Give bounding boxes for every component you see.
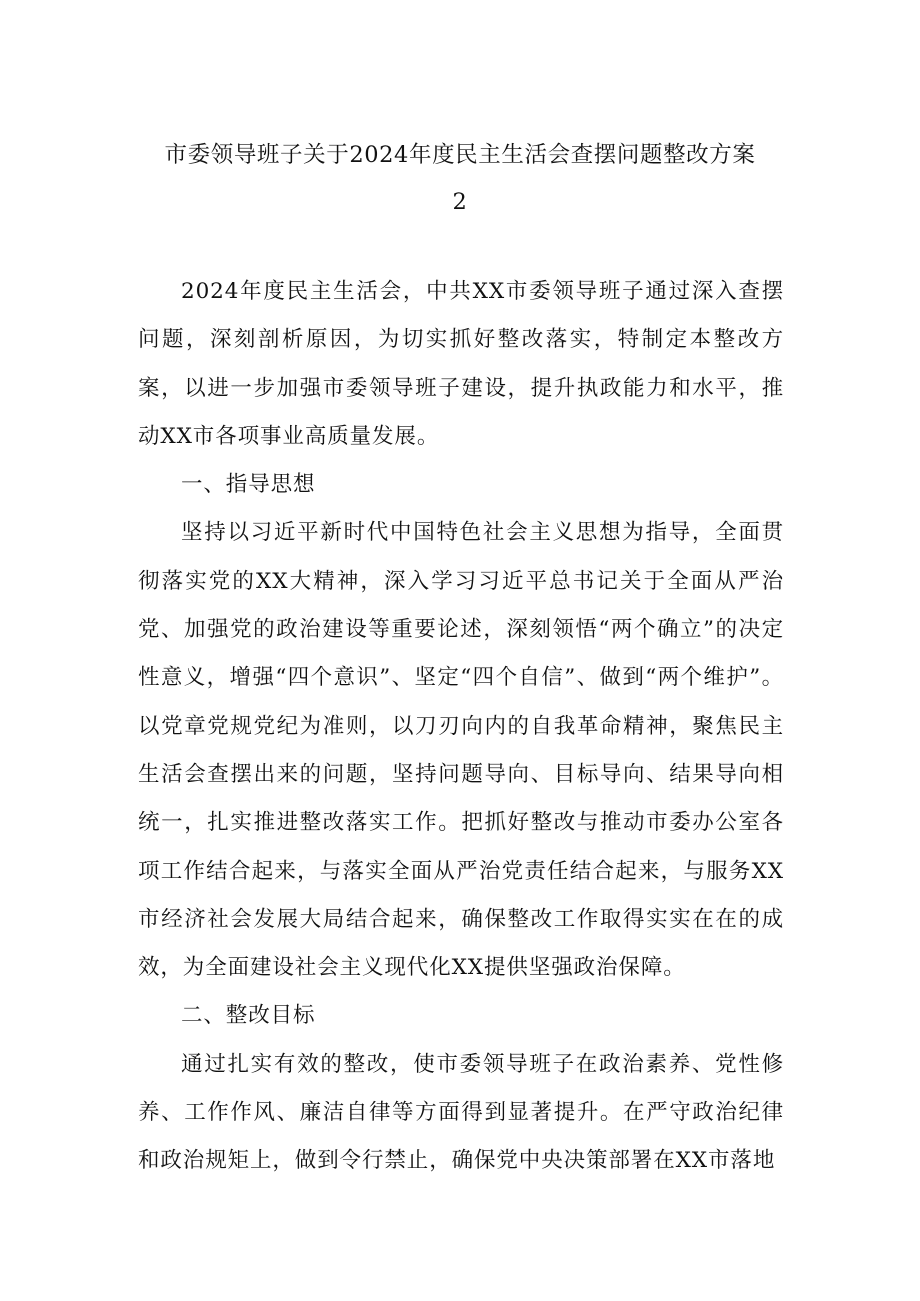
document-title-continuation: 2 xyxy=(452,189,468,215)
section-heading-guiding-ideology: 一、指导思想 xyxy=(181,472,316,498)
rectification-goals-paragraph: 通过扎实有效的整改，使市委领导班子在政治素养、党性修养、工作作风、廉洁自律等方面得到显著提升。在严守政治纪律和政治规矩上，做到令行禁止，确保党中央决策部署在XX市落地 xyxy=(138,1051,784,1174)
document-title: 市委领导班子关于2024年度民主生活会查摆问题整改方案 xyxy=(164,142,756,168)
guiding-ideology-paragraph: 坚持以习近平新时代中国特色社会主义思想为指导，全面贯彻落实党的XX大精神，深入学习习近平总书记关于全面从严治党、加强党的政治建设等重要论述，深刻领悟“两个确立”的决定性意义，增强“四个意识”、坚定“四个自信”、做到“两个维护”。以党章党规党纪为准则，以刀刃向内的自我革命精神，聚焦民主生活会查摆出来的问题，坚持问题导向、目标导向、结果导向相统一，扎实推进整改落实工作。把抓好整改与推动市委办公室各项工作结合起来，与落实全面从严治党责任结合起来，与服务XX市经济社会发展大局结合起来，确保整改工作取得实实在在的成效，为全面建设社会主义现代化XX提供坚强政治保障。 xyxy=(138,520,784,981)
section-heading-rectification-goals: 二、整改目标 xyxy=(181,1003,316,1029)
intro-paragraph: 2024年度民主生活会，中共XX市委领导班子通过深入查摆问题，深刻剖析原因，为切实抓好整改落实，特制定本整改方案，以进一步加强市委领导班子建设，提升执政能力和水平，推动XX市各项事业高质量发展。 xyxy=(138,279,784,449)
document-body xyxy=(138,268,784,1186)
